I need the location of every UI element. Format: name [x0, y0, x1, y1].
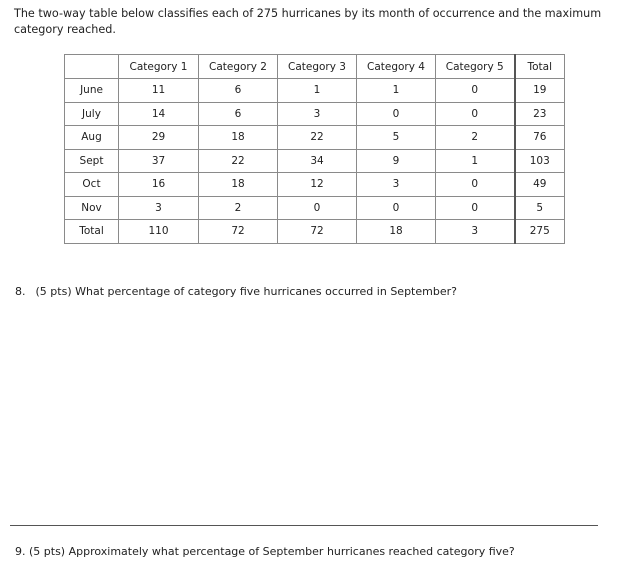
- table-header-cell: Category 1: [119, 55, 199, 79]
- table-cell: 0: [436, 102, 515, 126]
- table-cell: 6: [199, 102, 278, 126]
- row-label-cell: July: [65, 102, 119, 126]
- table-cell: 11: [119, 79, 199, 103]
- question-8-number: 8.: [15, 285, 26, 298]
- row-total-cell: 23: [515, 102, 565, 126]
- table-cell: 18: [199, 173, 278, 197]
- table-cell: 16: [119, 173, 199, 197]
- question-8-text: (5 pts) What percentage of category five hurricanes occurred in September?: [35, 285, 457, 298]
- question-8: [15, 285, 457, 298]
- row-total-cell: 49: [515, 173, 565, 197]
- table-cell: 37: [119, 149, 199, 173]
- table-header-cell: Category 2: [199, 55, 278, 79]
- table-row: [65, 126, 565, 150]
- row-label-cell: Aug: [65, 126, 119, 150]
- question-9: 9. (5 pts) Approximately what percentage of September hurricanes reached category five?: [15, 545, 515, 558]
- table-cell: 3: [278, 102, 357, 126]
- table-cell: 1: [357, 79, 436, 103]
- table-cell: 18: [357, 220, 436, 244]
- table-header-cell: [65, 55, 119, 79]
- table-cell: 0: [357, 196, 436, 220]
- table-cell: 3: [119, 196, 199, 220]
- intro-text: The two-way table below classifies each of 275 hurricanes by its month of occurrence and the maximum category reached.: [14, 7, 602, 36]
- table-header-cell: Category 5: [436, 55, 515, 79]
- hurricane-table: [64, 54, 565, 244]
- row-label-cell: June: [65, 79, 119, 103]
- table-cell: 22: [278, 126, 357, 150]
- table-header-cell: Category 3: [278, 55, 357, 79]
- row-label-cell: Nov: [65, 196, 119, 220]
- row-total-cell: 76: [515, 126, 565, 150]
- table-cell: 5: [357, 126, 436, 150]
- table-cell: 29: [119, 126, 199, 150]
- table-cell: 6: [199, 79, 278, 103]
- table-row: [65, 79, 565, 103]
- table-cell: 0: [436, 196, 515, 220]
- table-header-row: [65, 55, 565, 79]
- row-label-cell: Sept: [65, 149, 119, 173]
- table-cell: 0: [436, 79, 515, 103]
- table-row: [65, 102, 565, 126]
- table-cell: 3: [357, 173, 436, 197]
- table-cell: 110: [119, 220, 199, 244]
- table-total-row: [65, 220, 565, 244]
- table-cell: 72: [199, 220, 278, 244]
- table-cell: 0: [436, 173, 515, 197]
- table-cell: 1: [278, 79, 357, 103]
- row-label-cell: Total: [65, 220, 119, 244]
- table-cell: 2: [199, 196, 278, 220]
- table-cell: 72: [278, 220, 357, 244]
- row-total-cell: 5: [515, 196, 565, 220]
- row-total-cell: 103: [515, 149, 565, 173]
- table-cell: 18: [199, 126, 278, 150]
- table-cell: 12: [278, 173, 357, 197]
- table-row: [65, 196, 565, 220]
- table-cell: 3: [436, 220, 515, 244]
- grand-total-cell: 275: [515, 220, 565, 244]
- table-cell: 34: [278, 149, 357, 173]
- row-total-cell: 19: [515, 79, 565, 103]
- row-label-cell: Oct: [65, 173, 119, 197]
- table-header-cell: Total: [515, 55, 565, 79]
- table-cell: 0: [357, 102, 436, 126]
- table-row: [65, 149, 565, 173]
- table-header-cell: Category 4: [357, 55, 436, 79]
- table-cell: 2: [436, 126, 515, 150]
- table-cell: 14: [119, 102, 199, 126]
- horizontal-rule: [10, 525, 598, 526]
- table-cell: 1: [436, 149, 515, 173]
- table-row: [65, 173, 565, 197]
- table-cell: 9: [357, 149, 436, 173]
- table-cell: 0: [278, 196, 357, 220]
- table-cell: 22: [199, 149, 278, 173]
